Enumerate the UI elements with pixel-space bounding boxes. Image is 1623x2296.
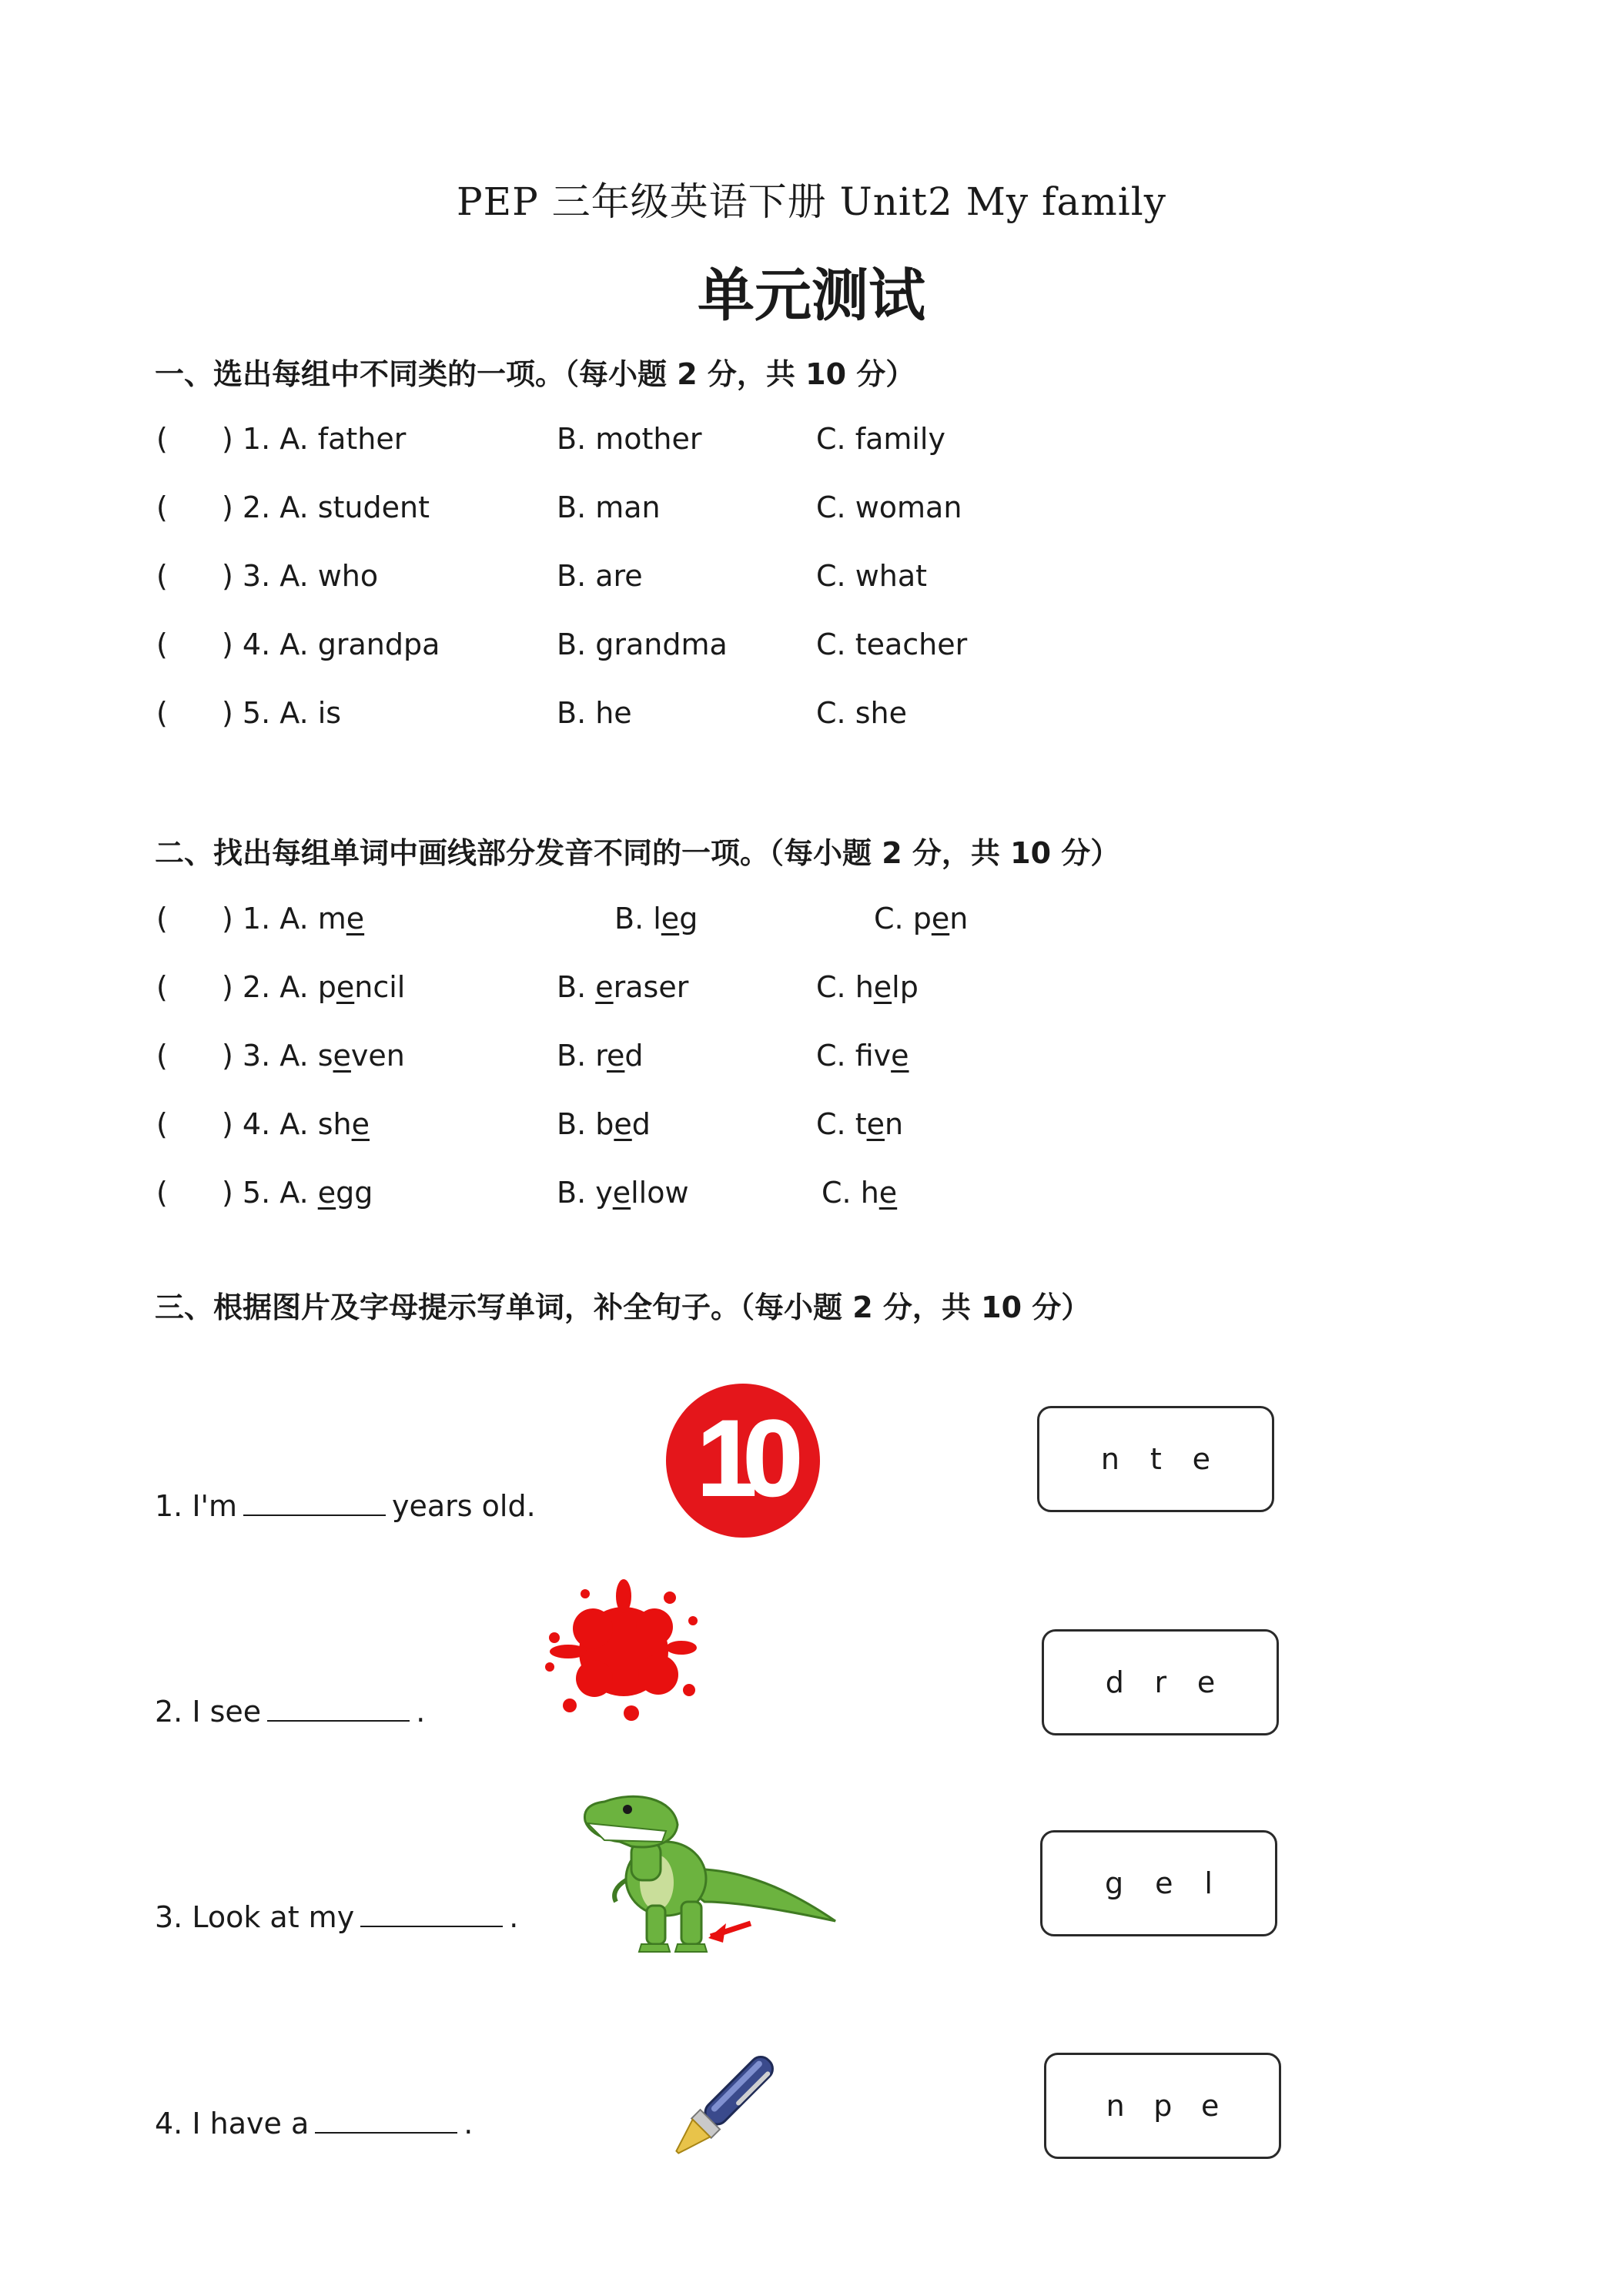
answer-paren: (: [156, 970, 168, 1004]
answer-blank[interactable]: [315, 2124, 457, 2134]
hint-letter: e: [1192, 1442, 1211, 1476]
answer-paren: (: [156, 1039, 168, 1073]
hint-letter: g: [1104, 1866, 1124, 1900]
option-c: C. ten: [816, 1107, 904, 1141]
hint-letter: p: [1153, 2089, 1173, 2123]
hint-letter: l: [1204, 1866, 1213, 1900]
option-c: C. he: [822, 1176, 898, 1210]
section3-sentence-3: 3. Look at my .: [155, 1900, 519, 1934]
option-a: ) 2. A. pencil: [222, 970, 406, 1004]
option-c: C. pen: [874, 902, 969, 935]
hint-letter: e: [1196, 1665, 1216, 1699]
option-a: ) 3. A. seven: [222, 1039, 405, 1073]
pen-icon: [651, 2040, 789, 2179]
answer-blank[interactable]: [360, 1918, 503, 1927]
option-c: C. family: [816, 422, 945, 456]
letter-hint-box-1: [1037, 1406, 1274, 1512]
hint-letter: t: [1149, 1442, 1162, 1476]
option-b: B. eraser: [557, 970, 689, 1004]
hint-letter: d: [1105, 1665, 1124, 1699]
number-ten-icon: [662, 1380, 824, 1541]
section3-heading: 三、根据图片及字母提示写单词，补全句子。（每小题 2 分，共 10 分）: [155, 1290, 1091, 1324]
option-b: B. grandma: [557, 628, 728, 661]
answer-paren: (: [156, 1176, 168, 1210]
dinosaur-icon: [574, 1786, 843, 1963]
option-c: C. what: [816, 559, 928, 593]
hint-letter: r: [1154, 1665, 1167, 1699]
number-ten-label: 10: [697, 1397, 789, 1518]
letter-hint-box-3: [1040, 1830, 1277, 1936]
section3-sentence-1: 1. I'm years old.: [155, 1489, 536, 1523]
answer-paren: (: [156, 1107, 168, 1141]
option-a: ) 5. A. is: [222, 696, 342, 730]
option-a: ) 1. A. father: [222, 422, 407, 456]
section3-sentence-4: 4. I have a .: [155, 2107, 474, 2140]
answer-paren: (: [156, 902, 168, 935]
option-b: B. mother: [557, 422, 702, 456]
document-subtitle: 单元测试: [698, 263, 925, 329]
option-a: ) 4. A. she: [222, 1107, 370, 1141]
letter-hint-box-4: [1044, 2053, 1281, 2159]
option-c: C. she: [816, 696, 907, 730]
answer-blank[interactable]: [243, 1507, 386, 1516]
section3-sentence-2: 2. I see .: [155, 1695, 426, 1729]
section1-heading: 一、选出每组中不同类的一项。（每小题 2 分，共 10 分）: [155, 357, 915, 391]
document-title: PEP 三年级英语下册 Unit2 My family: [457, 179, 1166, 224]
hint-letter: e: [1155, 1866, 1173, 1900]
option-a: ) 2. A. student: [222, 490, 430, 524]
answer-paren: (: [156, 490, 168, 524]
red-splash-icon: [539, 1575, 704, 1729]
option-a: ) 3. A. who: [222, 559, 379, 593]
option-b: B. man: [557, 490, 661, 524]
answer-paren: (: [156, 559, 168, 593]
option-b: B. red: [557, 1039, 644, 1073]
option-a: ) 5. A. egg: [222, 1176, 373, 1210]
option-c: C. teacher: [816, 628, 968, 661]
answer-paren: (: [156, 422, 168, 456]
option-c: C. five: [816, 1039, 909, 1073]
answer-blank[interactable]: [267, 1712, 410, 1722]
option-b: B. bed: [557, 1107, 651, 1141]
option-b: B. are: [557, 559, 643, 593]
option-a: ) 4. A. grandpa: [222, 628, 440, 661]
option-c: C. woman: [816, 490, 962, 524]
hint-letter: e: [1201, 2089, 1220, 2123]
answer-paren: (: [156, 628, 168, 661]
letter-hint-box-2: [1042, 1629, 1279, 1735]
hint-letter: n: [1100, 1442, 1119, 1476]
section2-heading: 二、找出每组单词中画线部分发音不同的一项。（每小题 2 分，共 10 分）: [155, 836, 1120, 870]
answer-paren: (: [156, 696, 168, 730]
hint-letter: n: [1106, 2089, 1125, 2123]
option-c: C. help: [816, 970, 919, 1004]
option-b: B. yellow: [557, 1176, 689, 1210]
option-a: ) 1. A. me: [222, 902, 365, 935]
option-b: B. leg: [614, 902, 698, 935]
option-b: B. he: [557, 696, 632, 730]
